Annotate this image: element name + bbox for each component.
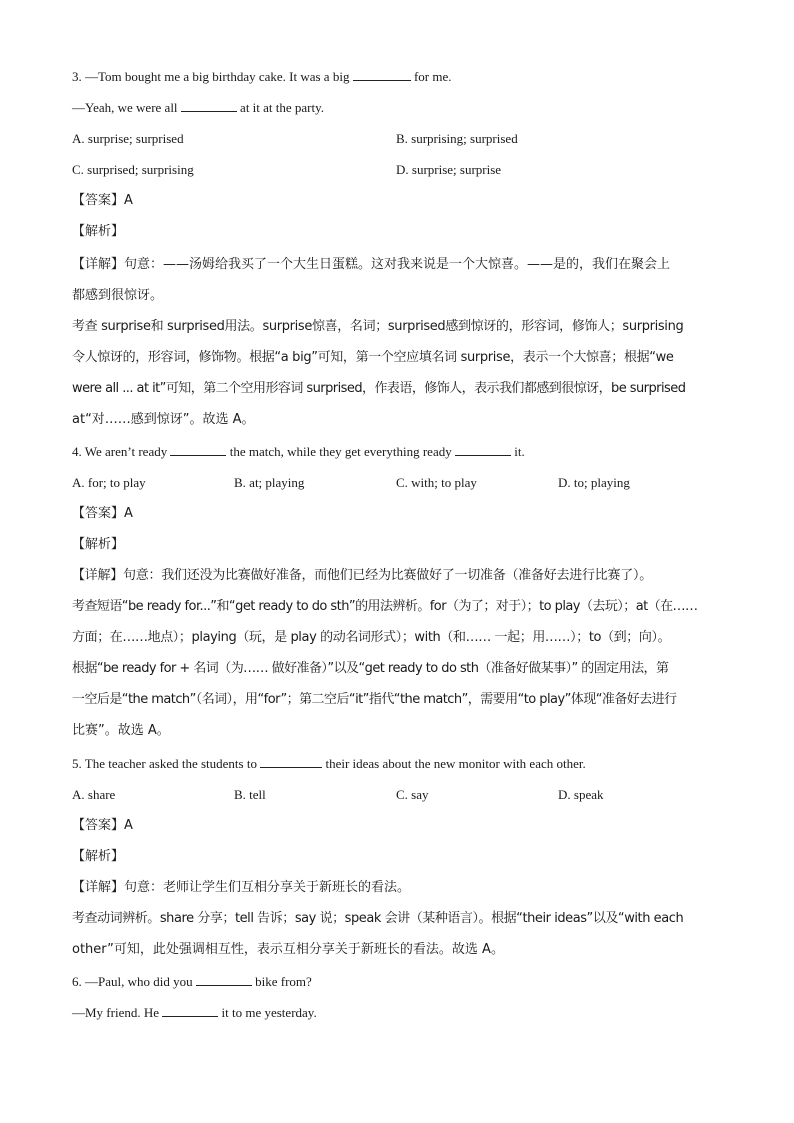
q4-detail-line4: 根据“be ready for + 名词（为…… 做好准备）”以及“get ready to do sth（准备好做某事）” 的固定用法，第: [72, 661, 669, 676]
q5-stem-part1: 5. The teacher asked the students to: [72, 756, 257, 771]
q4-option-d: D. to; playing: [558, 475, 630, 490]
q4-option-b: B. at; playing: [234, 475, 305, 490]
q6-blank-2: [162, 1005, 218, 1017]
q4-detail-line2: 考查短语“be ready for...”和“get ready to do sth”的用法辨析。for（为了；对于）；to play（去玩）；at（在……: [72, 599, 698, 614]
q5-stem-part2: their ideas about the new monitor with each other.: [325, 756, 586, 771]
q3-stem2-part2: at it at the party.: [240, 100, 325, 115]
q3-answer: 【答案】A: [72, 193, 133, 208]
q6-stem-line1: [72, 974, 312, 990]
q6-blank-1: [196, 974, 252, 986]
q4-stem-part1: 4. We aren’t ready: [72, 444, 168, 459]
q4-stem-part3: it.: [514, 444, 525, 459]
q5-detail-line1: 【详解】句意：老师让学生们互相分享关于新班长的看法。: [72, 880, 411, 895]
q5-detail-line2: 考查动词辨析。share 分享；tell 告诉；say 说；speak 会讲（某种语言）。根据“their ideas”以及“with each: [72, 911, 684, 926]
q6-stem-part2: bike from?: [255, 974, 312, 989]
q6-stem-part1: 6. —Paul, who did you: [72, 974, 193, 989]
q3-stem-part2: for me.: [413, 69, 452, 84]
q3-option-b: B. surprising; surprised: [396, 131, 518, 146]
q3-detail-line4: 令人惊讶的，形容词，修饰物。根据“a big”可知，第一个空应填名词 surprise，表示一个大惊喜；根据“we: [72, 350, 674, 365]
q4-answer: 【答案】A: [72, 506, 133, 521]
q3-stem-line2: [72, 100, 324, 116]
q4-stem-part2: the match, while they get everything ready: [229, 444, 452, 459]
q4-analysis-label: 【解析】: [72, 537, 125, 552]
q4-blank-1: [170, 444, 226, 456]
q5-option-b: B. tell: [234, 787, 266, 802]
q3-stem-part1: 3. —Tom bought me a big birthday cake. It was a big: [72, 69, 350, 84]
q4-option-c: C. with; to play: [396, 475, 477, 490]
q4-option-a: A. for; to play: [72, 475, 146, 490]
q3-stem2-part1: —Yeah, we were all: [72, 100, 178, 115]
q3-detail-line6: at“对……感到惊讶”。故选 A。: [72, 412, 255, 427]
q5-answer: 【答案】A: [72, 818, 133, 833]
q6-stem-line2: [72, 1005, 317, 1021]
q3-detail-line5: were all ... at it”可知，第二个空用形容词 surprised，作表语，修饰人，表示我们都感到很惊讶，be surprised: [72, 381, 686, 396]
q5-blank: [260, 756, 322, 768]
q3-stem-line1: [72, 69, 452, 85]
q6-stem2-part2: it to me yesterday.: [221, 1005, 317, 1020]
q5-analysis-label: 【解析】: [72, 849, 125, 864]
q3-detail-line1: 【详解】句意：——汤姆给我买了一个大生日蛋糕。这对我来说是一个大惊喜。——是的，我们在聚会上: [72, 257, 671, 272]
q3-option-d: D. surprise; surprise: [396, 162, 502, 177]
q4-detail-line5: 一空后是“the match”（名词），用“for”；第二空后“it”指代“the match”，需要用“to play”体现“准备好去进行: [72, 692, 677, 707]
q3-blank-1: [353, 69, 411, 81]
q5-option-c: C. say: [396, 787, 429, 802]
q5-detail-line3: other”可知，此处强调相互性，表示互相分享关于新班长的看法。故选 A。: [72, 942, 504, 957]
q3-option-c: C. surprised; surprising: [72, 162, 194, 177]
q5-stem: [72, 756, 586, 772]
q3-detail-line3: 考查 surprise和 surprised用法。surprise惊喜，名词；surprised感到惊讶的，形容词，修饰人；surprising: [72, 319, 684, 334]
q4-detail-line3: 方面；在……地点）；playing（玩，是 play 的动名词形式）；with（和…… 一起；用……）；to（到；向）。: [72, 630, 671, 645]
q3-analysis-label: 【解析】: [72, 224, 125, 239]
q6-stem2-part1: —My friend. He: [72, 1005, 160, 1020]
q5-option-a: A. share: [72, 787, 116, 802]
q3-blank-2: [181, 100, 237, 112]
q3-detail-line2: 都感到很惊讶。: [72, 288, 164, 303]
q4-blank-2: [455, 444, 511, 456]
q5-option-d: D. speak: [558, 787, 604, 802]
q4-detail-line6: 比赛”。故选 A。: [72, 723, 170, 738]
q4-detail-line1: 【详解】句意：我们还没为比赛做好准备，而他们已经为比赛做好了一切准备（准备好去进行比赛了）。: [72, 568, 653, 583]
q3-option-a: A. surprise; surprised: [72, 131, 184, 146]
q4-stem: [72, 444, 525, 460]
